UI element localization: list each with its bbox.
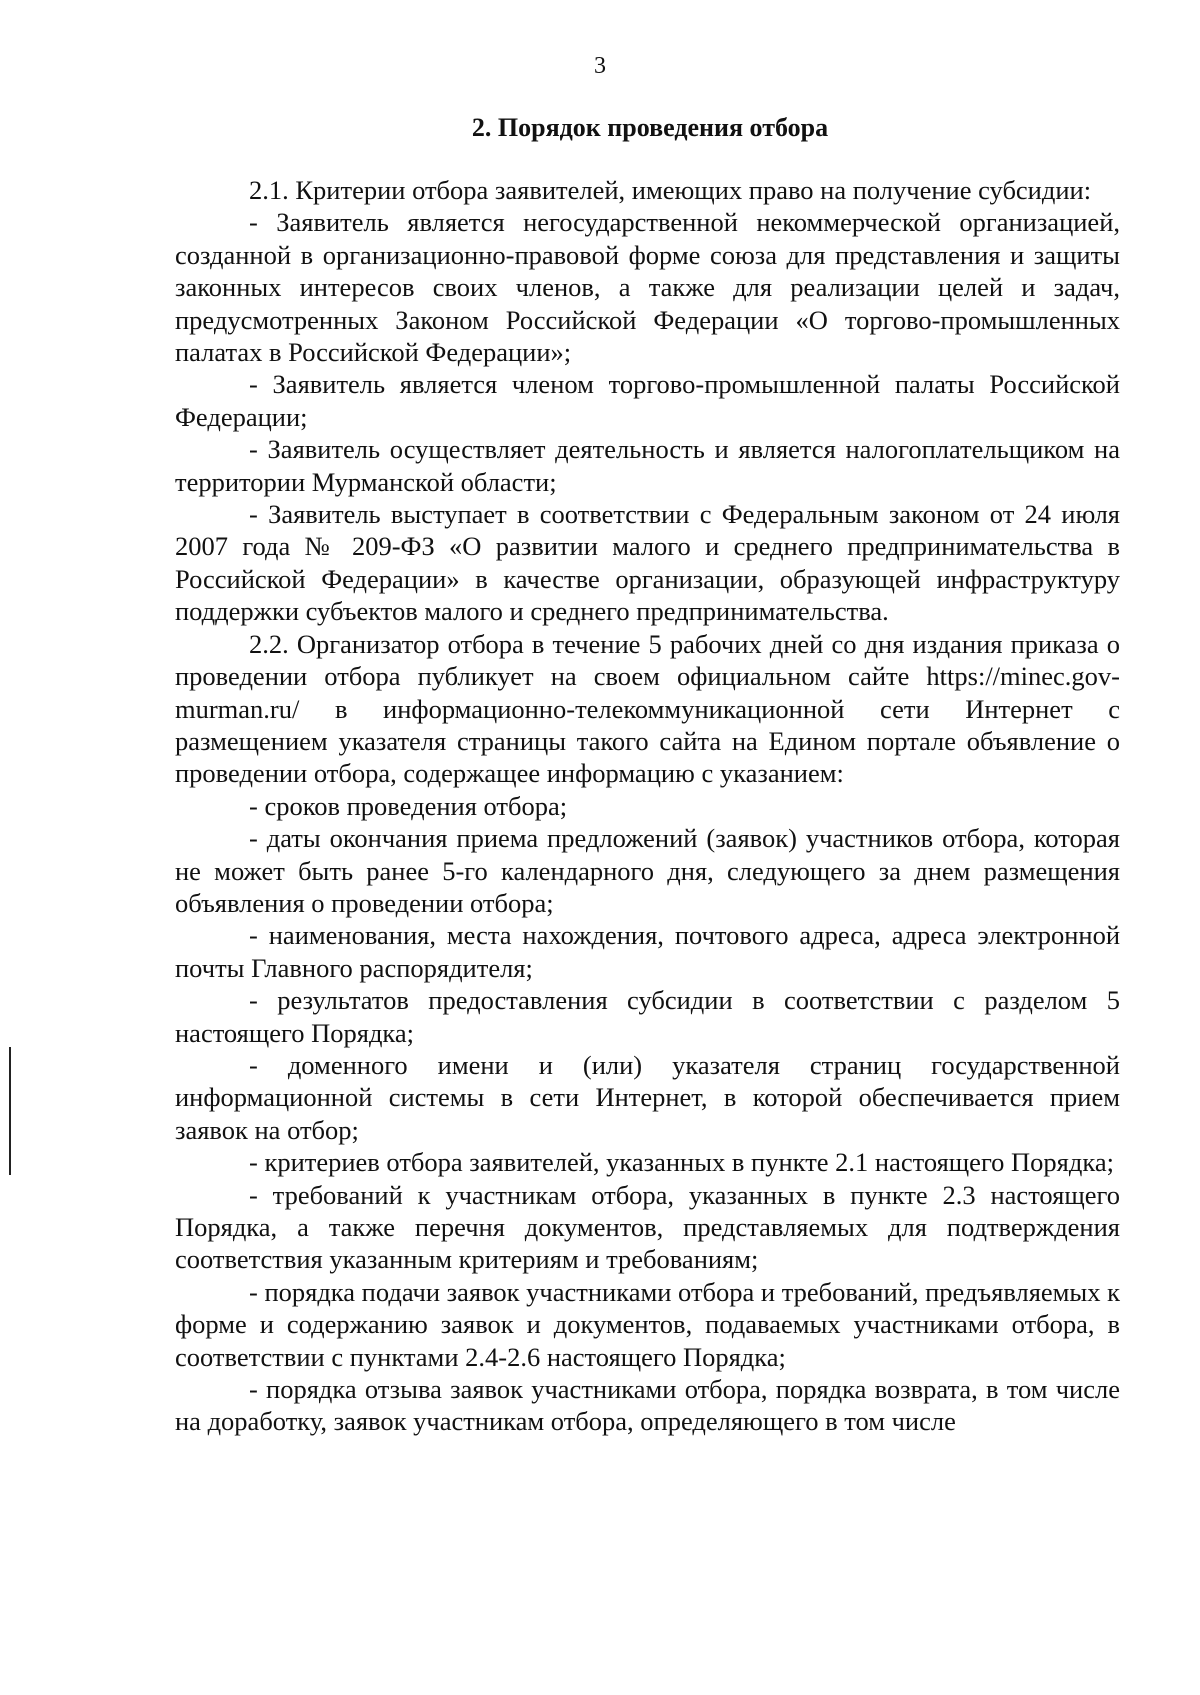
criterion-chamber-member: - Заявитель является членом торгово-промышленной палаты Российской Федерации; bbox=[175, 369, 1120, 432]
criterion-sme-infrastructure: - Заявитель выступает в соответствии с Федеральным законом от 24 июля 2007 года № 209-ФЗ «О развитии малого и среднего предпринимательства в Российской Федерации» в качестве организации, образующей инфраструктуру поддержки субъектов малого и среднего предпринимательства. bbox=[175, 499, 1120, 627]
announcement-item-criteria: - критериев отбора заявителей, указанных в пункте 2.1 настоящего Порядка; bbox=[249, 1147, 1114, 1178]
announcement-item-terms: - сроков проведения отбора; bbox=[249, 790, 568, 821]
paragraph-2-2-announcement: 2.2. Организатор отбора в течение 5 рабочих дней со дня издания приказа о проведении отбора публикует на своем официальном сайте https://minec.gov-murman.ru/ в информационно-телекоммуникационной сети Интернет с размещением указателя страницы такого сайта на Едином портале объявление о проведении отбора, содержащее информацию с указанием: bbox=[175, 628, 1120, 789]
announcement-item-deadline: - даты окончания приема предложений (заявок) участников отбора, которая не может быть ранее 5-го календарного дня, следующего за днем размещения объявления о проведении отбора; bbox=[175, 823, 1120, 918]
announcement-item-withdrawal: - порядка отзыва заявок участниками отбора, порядка возврата, в том числе на доработку, заявок участникам отбора, определяющего в том числе bbox=[175, 1374, 1120, 1437]
announcement-item-submission: - порядка подачи заявок участниками отбора и требований, предъявляемых к форме и содержанию заявок и документов, подаваемых участниками отбора, в соответствии с пунктами 2.4-2.6 настоящего Порядка; bbox=[175, 1276, 1120, 1372]
announcement-item-domain: - доменного имени и (или) указателя страниц государственной информационной системы в сети Интернет, в которой обеспечивается прием заявок на отбор; bbox=[175, 1049, 1120, 1145]
scan-edge-mark bbox=[9, 1152, 11, 1172]
announcement-item-requirements: - требований к участникам отбора, указанных в пункте 2.3 настоящего Порядка, а также перечня документов, представляемых для подтверждения соответствия указанным критериям и требованиям; bbox=[175, 1179, 1120, 1275]
announcement-item-contacts: - наименования, места нахождения, почтового адреса, адреса электронной почты Главного распорядителя; bbox=[175, 920, 1120, 983]
announcement-item-results: - результатов предоставления субсидии в соответствии с разделом 5 настоящего Порядка; bbox=[175, 985, 1120, 1048]
document-body bbox=[175, 174, 1120, 1438]
criterion-ngo-union: - Заявитель является негосударственной некоммерческой организацией, созданной в организационно-правовой форме союза для представления и защиты законных интересов своих членов, а также для реализации целей и задач, предусмотренных Законом Российской Федерации «О торгово-промышленных палатах в Российской Федерации»; bbox=[175, 207, 1120, 368]
paragraph-2-1-intro: 2.1. Критерии отбора заявителей, имеющих право на получение субсидии: bbox=[249, 175, 1092, 205]
page-number: 3 bbox=[594, 53, 606, 79]
section-title: 2. Порядок проведения отбора bbox=[471, 113, 829, 142]
criterion-murmansk-taxpayer: - Заявитель осуществляет деятельность и является налогоплательщиком на территории Мурманской области; bbox=[175, 434, 1120, 497]
